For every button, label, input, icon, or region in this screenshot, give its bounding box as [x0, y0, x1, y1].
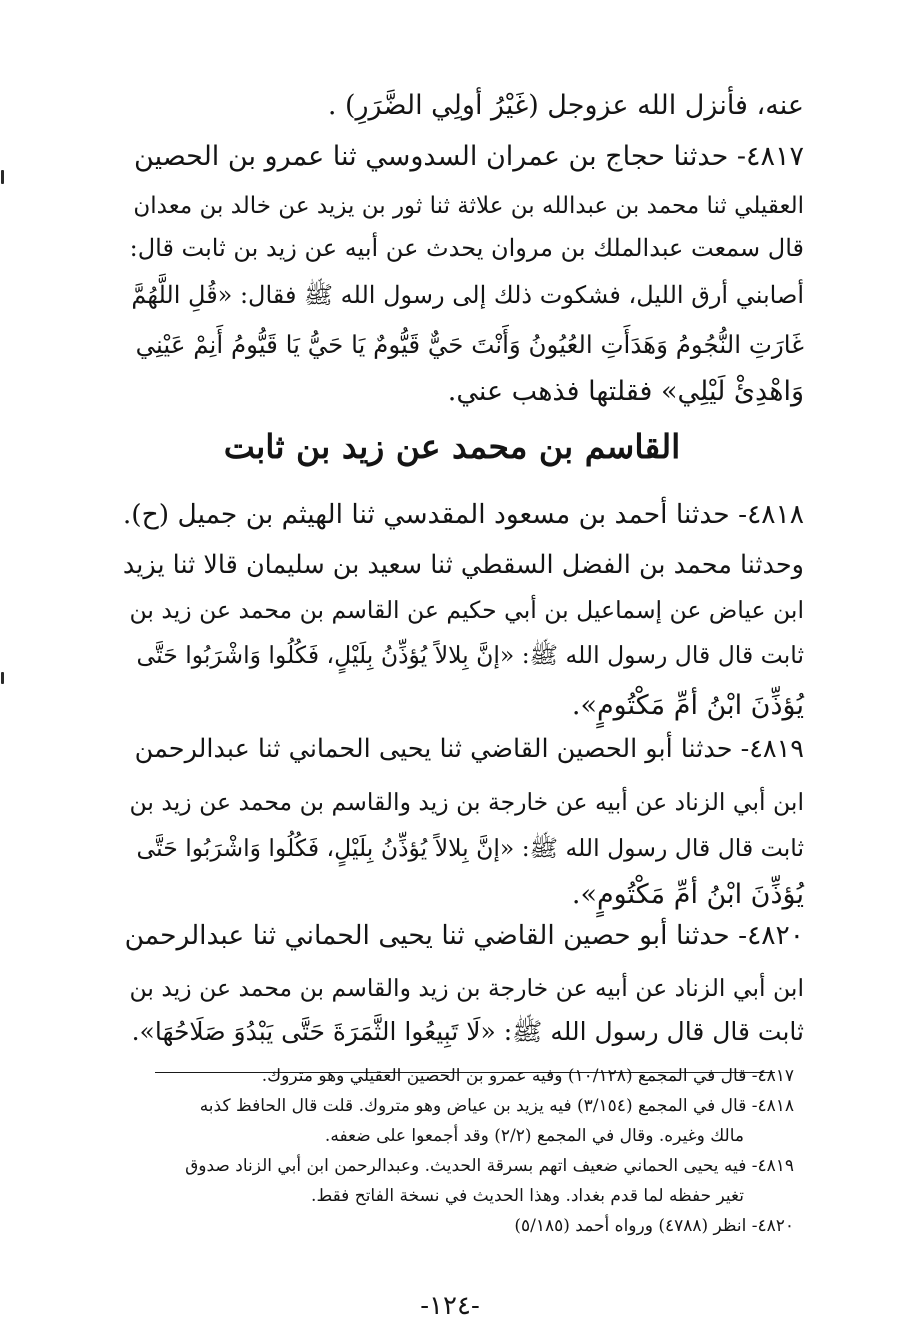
margin-mark: [1, 170, 4, 184]
page-number: -١٢٤-: [420, 1291, 480, 1321]
footnote: ٤٨١٧- قال في المجمع (١٠/١٢٨) وفيه عمرو بن الحصين العقيلي وهو متروك.: [261, 1066, 794, 1086]
text-line: ٤٨٢٠- حدثنا أبو حصين القاضي ثنا يحيى الحماني ثنا عبدالرحمن: [124, 920, 804, 951]
footnote: ٤٨١٩- فيه يحيى الحماني ضعيف اتهم بسرقة الحديث. وعبدالرحمن ابن أبي الزناد صدوق: [185, 1156, 794, 1176]
text-line: يُؤذِّنَ ابْنُ أمِّ مَكْتُومٍ».: [571, 879, 804, 910]
text-line: العقيلي ثنا محمد بن عبدالله بن علاثة ثنا ثور بن يزيد عن خالد بن معدان: [133, 193, 804, 219]
text-line: ابن أبي الزناد عن أبيه عن خارجة بن زيد والقاسم بن محمد عن زيد بن: [129, 974, 804, 1002]
text-line: قال سمعت عبدالملك بن مروان يحدث عن أبيه عن زيد بن ثابت قال:: [129, 234, 804, 262]
text-line: غَارَتِ النُّجُومُ وَهَدَأَتِ العُيُونُ وَأَنْتَ حَيٌّ قَيُّومٌ يَا حَيُّ يَا قَيُّومُ أَنِمْ عَيْنِي: [135, 330, 804, 359]
footnote: تغير حفظه لما قدم بغداد. وهذا الحديث في نسخة الفاتح فقط.: [311, 1186, 744, 1206]
text-line: يُؤذِّنَ ابْنُ أمِّ مَكْتُومٍ».: [571, 690, 804, 721]
text-line: ٤٨١٧- حدثنا حجاج بن عمران السدوسي ثنا عمرو بن الحصين: [134, 141, 804, 172]
text-line: ٤٨١٩- حدثنا أبو الحصين القاضي ثنا يحيى الحماني ثنا عبدالرحمن: [134, 734, 804, 764]
text-line: ٤٨١٨- حدثنا أحمد بن مسعود المقدسي ثنا الهيثم بن جميل (ح).: [122, 499, 804, 530]
text-line: وَاهْدِئْ لَيْلِي» فقلتها فذهب عني.: [447, 376, 804, 407]
footnote: ٤٨٢٠- انظر (٤٧٨٨) ورواه أحمد (٥/١٨٥): [514, 1216, 794, 1236]
text-line: عنه، فأنزل الله عزوجل (غَيْرُ أولِي الضَّرَرِ) .: [327, 90, 804, 121]
margin-mark: [1, 672, 4, 684]
text-line: ثابت قال قال رسول الله ﷺ: «إنَّ بِلالاً يُؤذِّنُ بِلَيْلٍ، فَكُلُوا وَاشْرَبُوا حَتَّى: [136, 834, 804, 862]
text-line: ابن أبي الزناد عن أبيه عن خارجة بن زيد والقاسم بن محمد عن زيد بن: [129, 788, 804, 816]
text-line: ابن عياض عن إسماعيل بن أبي حكيم عن القاسم بن محمد عن زيد بن: [129, 596, 804, 624]
text-line: أصابني أرق الليل، فشكوت ذلك إلى رسول الله ﷺ فقال: «قُلِ اللَّهُمَّ: [131, 281, 804, 309]
text-line: ثابت قال قال رسول الله ﷺ: «إنَّ بِلالاً يُؤذِّنُ بِلَيْلٍ، فَكُلُوا وَاشْرَبُوا حَتَّى: [136, 641, 804, 669]
footnote: مالك وغيره. وقال في المجمع (٢/٢) وقد أجمعوا على ضعفه.: [324, 1126, 744, 1146]
text-line: ثابت قال قال رسول الله ﷺ: «لَا تَبِيعُوا الثَّمَرَةَ حَتَّى يَبْدُوَ صَلَاحُهَا».: [131, 1017, 804, 1046]
footnote: ٤٨١٨- قال في المجمع (٣/١٥٤) فيه يزيد بن عياض وهو متروك. قلت قال الحافظ كذبه: [199, 1096, 794, 1116]
section-heading: القاسم بن محمد عن زيد بن ثابت: [223, 427, 681, 466]
text-line: وحدثنا محمد بن الفضل السقطي ثنا سعيد بن سليمان قالا ثنا يزيد: [122, 550, 804, 580]
